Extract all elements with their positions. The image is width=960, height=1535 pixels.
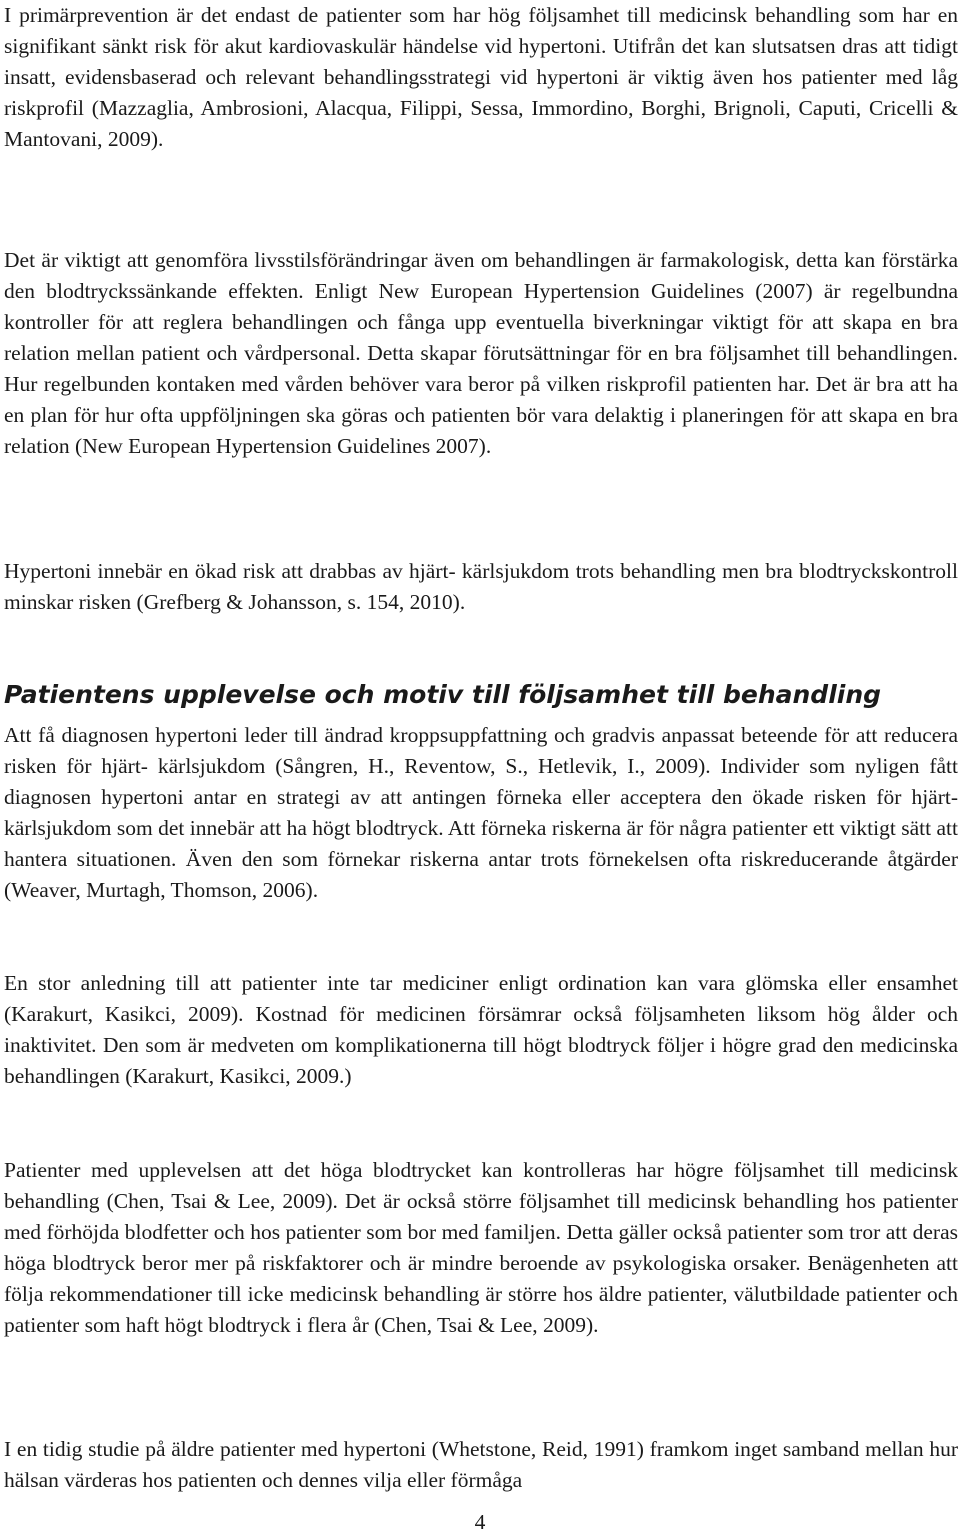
paragraph-lifestyle-changes: Det är viktigt att genomföra livsstilsförändringar även om behandlingen är farmakologisk, detta kan förstärka den blodtryckssänkande effekten. Enligt New European Hypertension Guidelines (2007) är regelbundna kontroller för att reglera behandlingen och fånga upp eventuella biverkningar viktigt för att skapa en bra relation mellan patient och vårdpersonal. Detta skapar förutsättningar för en bra följsamhet till behandlingen. Hur regelbunden kontaken med vården behöver vara beror på vilken riskprofil patienten har. Det är bra att ha en plan för hur ofta uppföljningen ska göras och patienten bör vara delaktig i planeringen för att skapa en bra relation (New European Hypertension Guidelines 2007).	[4, 248, 958, 458]
section-heading: Patientens upplevelse och motiv till följsamhet till behandling	[4, 680, 882, 709]
paragraph-hypertension-risk: Hypertoni innebär en ökad risk att drabbas av hjärt- kärlsjukdom trots behandling men bra blodtryckskontroll minskar risken (Grefberg & Johansson, s. 154, 2010).	[4, 559, 958, 614]
paragraph-primary-prevention: I primärprevention är det endast de patienter som har hög följsamhet till medicinsk behandling som har en signifikant sänkt risk för akut kardiovaskulär händelse vid hypertoni. Utifrån det kan slutsatsen dras att tidigt insatt, evidensbaserad och relevant behandlingsstrategi vid hypertoni är viktig även hos patienter med låg riskprofil (Mazzaglia, Ambrosioni, Alacqua, Filippi, Sessa, Immordino, Borghi, Brignoli, Caputi, Cricelli & Mantovani, 2009).	[4, 3, 958, 151]
paragraph-adherence-factors: Patienter med upplevelsen att det höga blodtrycket kan kontrolleras har högre följsamhet till medicinsk behandling (Chen, Tsai & Lee, 2009). Det är också större följsamhet till medicinsk behandling hos patienter med förhöjda blodfetter och hos patienter som bor med familjen. Detta gäller också patienter som tror att deras höga blodtryck beror mer på riskfaktorer och är mindre beroende av psykologiska orsaker. Benägenheten att följa rekommendationer till icke medicinsk behandling är större hos äldre patienter, välutbildade patienter och patienter som haft högt blodtryck i flera år (Chen, Tsai & Lee, 2009).	[4, 1158, 958, 1337]
paragraph-non-adherence-reasons: En stor anledning till att patienter inte tar mediciner enligt ordination kan vara glömska eller ensamhet (Karakurt, Kasikci, 2009). Kostnad för medicinen försämrar också följsamheten liksom hög ålder och inaktivitet. Den som är medveten om komplikationerna till högt blodtryck följer i högre grad den medicinska behandlingen (Karakurt, Kasikci, 2009.)	[4, 971, 958, 1088]
page-number: 4	[474, 1510, 486, 1534]
paragraph-early-study: I en tidig studie på äldre patienter med hypertoni (Whetstone, Reid, 1991) framkom inget samband mellan hur hälsan värderas hos patienten och dennes vilja eller förmåga	[4, 1437, 958, 1492]
paragraph-diagnosis-experience: Att få diagnosen hypertoni leder till ändrad kroppsuppfattning och gradvis anpassat beteende för att reducera risken för hjärt- kärlsjukdom (Sångren, H., Reventow, S., Hetlevik, I., 2009). Individer som nyligen fått diagnosen hypertoni antar en strategi av att antingen förneka eller acceptera den ökade risken för hjärt- kärlsjukdom som det innebär att ha högt blodtryck. Att förneka riskerna är för några patienter ett viktigt sätt att hantera situationen. Även den som förnekar riskerna antar trots förnekelsen ofta riskreducerande åtgärder (Weaver, Murtagh, Thomson, 2006).	[4, 723, 958, 902]
